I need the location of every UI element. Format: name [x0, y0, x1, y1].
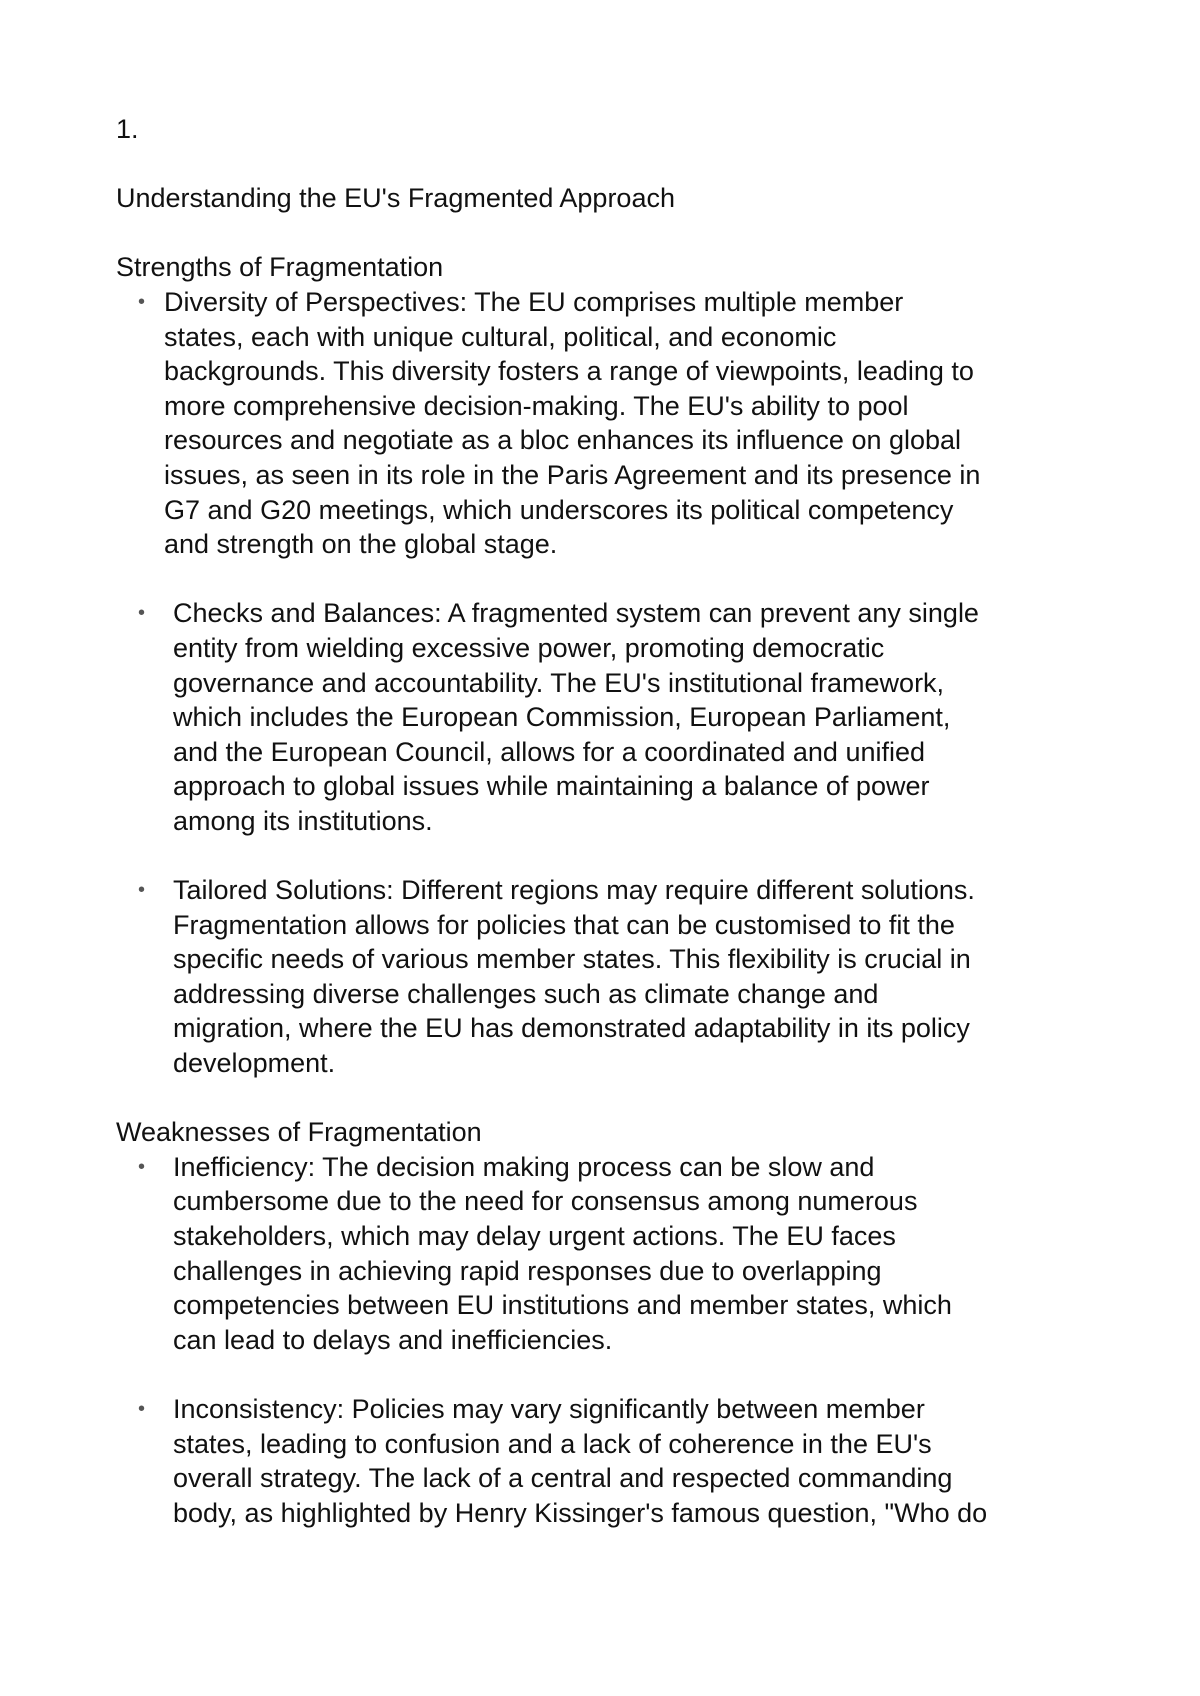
text-line: more comprehensive decision-making. The EU's ability to pool — [164, 390, 909, 421]
text-line: Checks and Balances: A fragmented system can prevent any single — [173, 598, 979, 629]
text-line: entity from wielding excessive power, promoting democratic — [173, 632, 885, 663]
text-line: Inconsistency: Policies may vary significantly between member — [173, 1393, 925, 1424]
text-line: development. — [173, 1048, 336, 1079]
text-line: among its institutions. — [173, 805, 433, 836]
text-line: Fragmentation allows for policies that can be customised to fit the — [173, 909, 955, 940]
bullet-icon: • — [138, 879, 146, 902]
text-line: states, leading to confusion and a lack of coherence in the EU's — [173, 1428, 932, 1459]
document-body — [116, 112, 1116, 1530]
text-line: specific needs of various member states. This flexibility is crucial in — [173, 944, 971, 975]
list-item-text — [173, 1150, 1116, 1358]
list-item-text — [173, 1392, 1116, 1530]
text-line: body, as highlighted by Henry Kissinger's famous question, "Who do — [173, 1497, 988, 1528]
text-line: Diversity of Perspectives: The EU comprises multiple member — [164, 286, 904, 317]
list-item — [116, 1392, 1116, 1530]
bullet-icon: • — [138, 1397, 146, 1420]
list-item — [116, 1150, 1116, 1358]
text-line: Tailored Solutions: Different regions may require different solutions. — [173, 875, 975, 906]
text-line: and the European Council, allows for a coordinated and unified — [173, 736, 926, 767]
list-item-text — [173, 596, 1116, 838]
section-heading-strengths: Strengths of Fragmentation — [116, 252, 444, 283]
text-line: can lead to delays and inefficiencies. — [173, 1324, 613, 1355]
text-line: cumbersome due to the need for consensus among numerous — [173, 1186, 918, 1217]
list-item-text — [173, 873, 1116, 1081]
section-heading-weaknesses: Weaknesses of Fragmentation — [116, 1117, 482, 1148]
list-item — [116, 285, 1116, 562]
text-line: migration, where the EU has demonstrated adaptability in its policy — [173, 1013, 970, 1044]
document-title: Understanding the EU's Fragmented Approach — [116, 183, 675, 214]
text-line: G7 and G20 meetings, which underscores its political competency — [164, 494, 954, 525]
text-line: overall strategy. The lack of a central and respected commanding — [173, 1463, 953, 1494]
text-line: stakeholders, which may delay urgent actions. The EU faces — [173, 1221, 896, 1251]
text-line: Inefficiency: The decision making process can be slow and — [173, 1151, 875, 1182]
text-line: approach to global issues while maintaining a balance of power — [173, 771, 930, 802]
list-item-text — [164, 285, 1116, 562]
list-item — [116, 596, 1116, 838]
bullet-icon: • — [138, 290, 146, 313]
text-line: issues, as seen in its role in the Paris Agreement and its presence in — [164, 459, 981, 490]
text-line: and strength on the global stage. — [164, 529, 558, 560]
text-line: resources and negotiate as a bloc enhances its influence on global — [164, 425, 962, 456]
weaknesses-list — [116, 1150, 1116, 1531]
text-line: competencies between EU institutions and member states, which — [173, 1290, 952, 1321]
list-item — [116, 873, 1116, 1081]
item-number: 1. — [116, 114, 139, 144]
text-line: challenges in achieving rapid responses due to overlapping — [173, 1255, 882, 1286]
text-line: backgrounds. This diversity fosters a range of viewpoints, leading to — [164, 356, 974, 387]
bullet-icon: • — [138, 1155, 146, 1178]
text-line: states, each with unique cultural, political, and economic — [164, 321, 837, 352]
text-line: governance and accountability. The EU's institutional framework, — [173, 667, 945, 698]
text-line: addressing diverse challenges such as climate change and — [173, 978, 879, 1009]
bullet-icon: • — [138, 602, 146, 625]
strengths-list — [116, 285, 1116, 1081]
text-line: which includes the European Commission, European Parliament, — [173, 702, 951, 733]
